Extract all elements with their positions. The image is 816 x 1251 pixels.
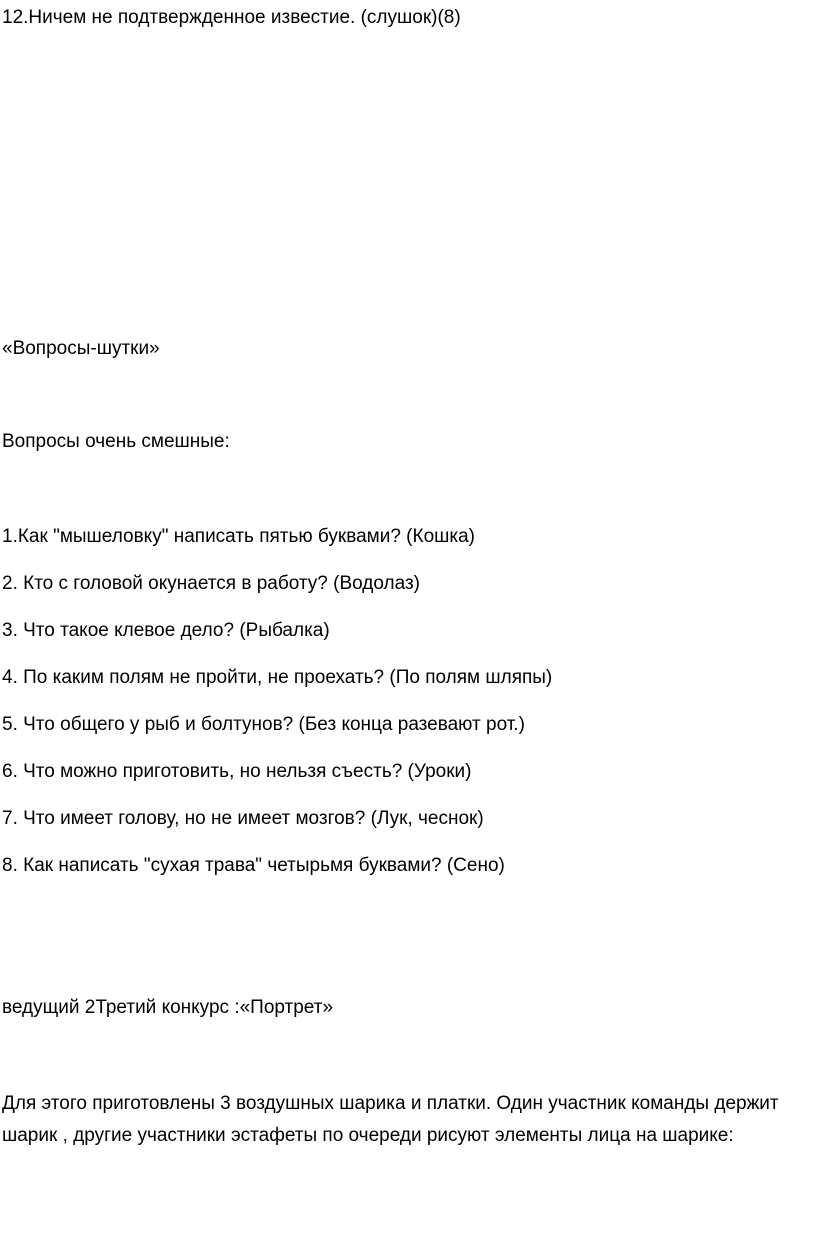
question-1: 1.Как "мышеловку" написать пятью буквами? (Кошка) — [2, 526, 475, 547]
question-3: 3. Что такое клевое дело? (Рыбалка) — [2, 620, 330, 641]
question-5: 5. Что общего у рыб и болтунов? (Без конца разевают рот.) — [2, 714, 525, 735]
question-4: 4. По каким полям не пройти, не проехать? (По полям шляпы) — [2, 667, 553, 688]
contest-description: Для этого приготовлены 3 воздушных шарика и платки. Один участник команды держит шарик , другие участники эстафеты по очереди рисуют элементы лица на шарике: — [2, 1093, 779, 1146]
section-title: «Вопросы-шутки» — [2, 338, 160, 359]
question-8: 8. Как написать "сухая трава" четырьмя буквами? (Сено) — [2, 855, 505, 876]
question-6: 6. Что можно приготовить, но нельзя съесть? (Уроки) — [2, 761, 472, 782]
intro-line: 12.Ничем не подтвержденное известие. (слушок)(8) — [2, 7, 461, 28]
question-7: 7. Что имеет голову, но не имеет мозгов? (Лук, чеснок) — [2, 808, 484, 829]
question-2: 2. Кто с головой окунается в работу? (Водолаз) — [2, 573, 420, 594]
contest-heading: ведущий 2Третий конкурс :«Портрет» — [2, 997, 334, 1018]
section-subtitle: Вопросы очень смешные: — [2, 431, 230, 452]
